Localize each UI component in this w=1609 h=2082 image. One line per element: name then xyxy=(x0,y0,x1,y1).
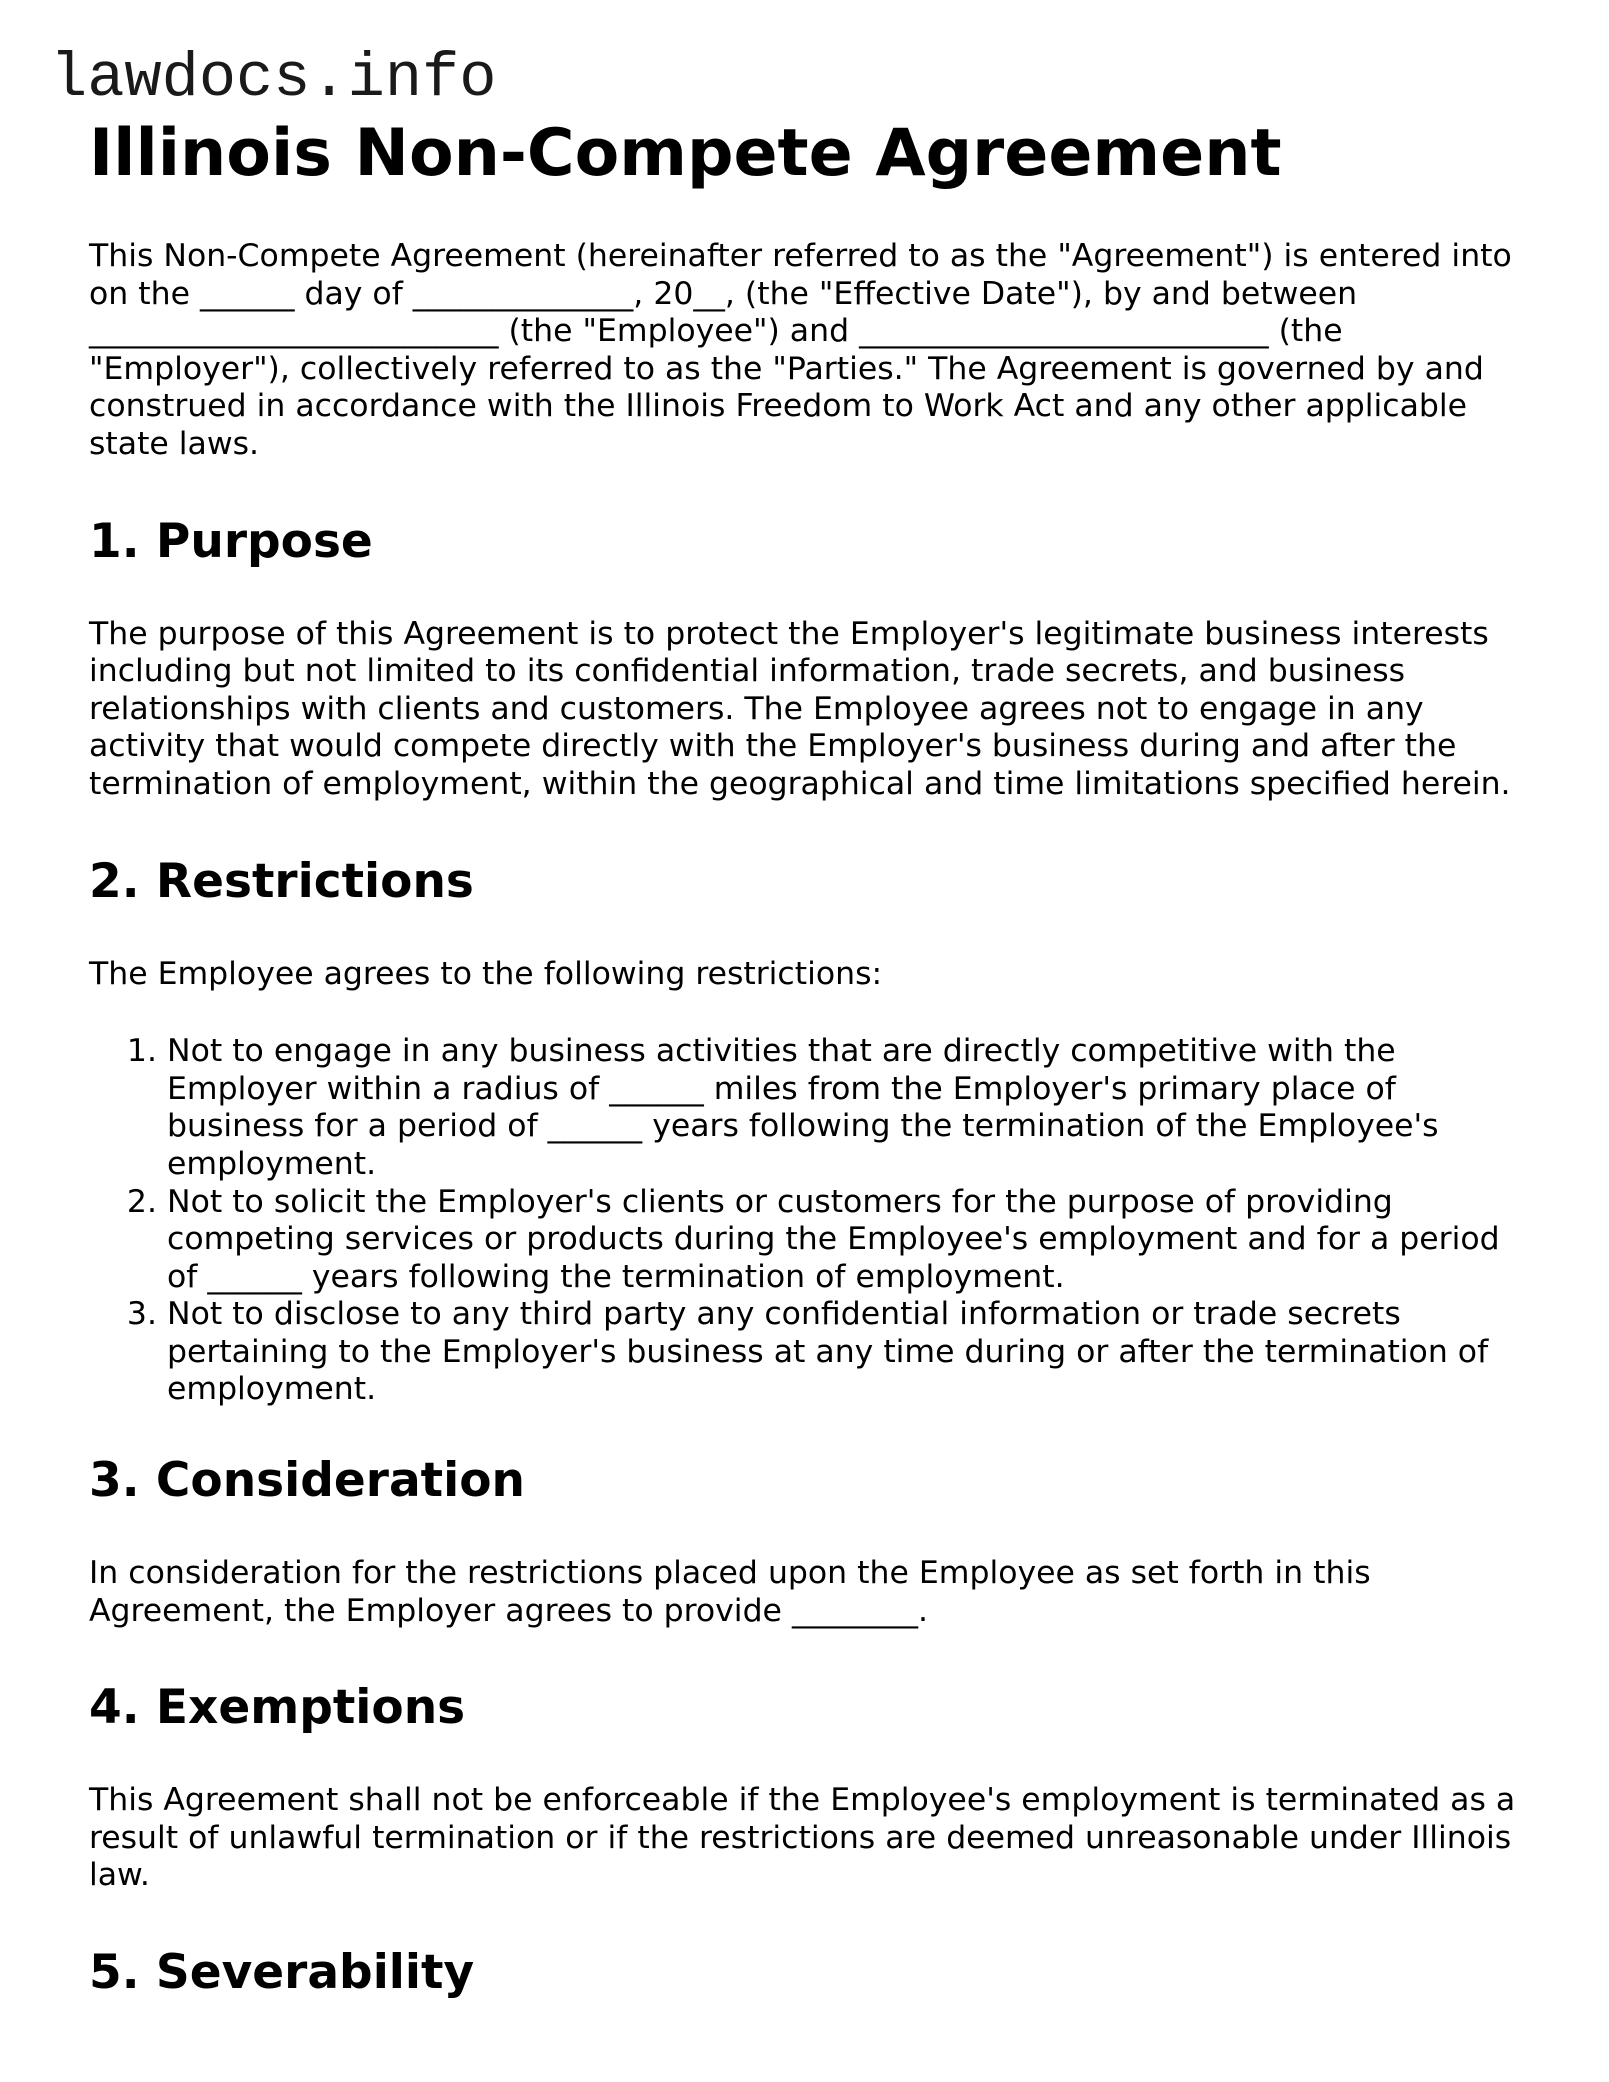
section-body-purpose: The purpose of this Agreement is to protect the Employer's legitimate business interests including but not limited to its confidential information, trade secrets, and business relationships with clients and customers. The Employee agrees not to engage in any activity that would compete directly with the Employer's business during and after the termination of employment, within the geographical and time limitations specified herein. xyxy=(89,615,1511,802)
section-heading-purpose: 1. Purpose xyxy=(89,513,373,569)
list-item: 1. Not to engage in any business activities that are directly competitive with the Employer within a radius of ______ miles from the Employer's primary place of business for a period of ______ years following the termination of the Employee's employment. xyxy=(167,1033,1539,1183)
list-item: 3. Not to disclose to any third party any confidential information or trade secrets pertaining to the Employer's business at any time during or after the termination of employment. xyxy=(167,1296,1539,1409)
section-body-consideration: In consideration for the restrictions placed upon the Employee as set forth in this Agreement, the Employer agrees to provide ________. xyxy=(89,1555,1371,1629)
section-body-restrictions: The Employee agrees to the following restrictions: xyxy=(89,955,883,992)
section-heading-restrictions: 2. Restrictions xyxy=(89,853,474,909)
section-heading-severability: 5. Severability xyxy=(89,1945,475,2001)
section-heading-consideration: 3. Consideration xyxy=(89,1453,525,1509)
site-watermark: lawdocs.info xyxy=(50,43,497,114)
section-body-exemptions: This Agreement shall not be enforceable if the Employee's employment is terminated as a result of unlawful termination or if the restrictions are deemed unreasonable under Illinois law. xyxy=(89,1782,1516,1894)
restrictions-list xyxy=(89,1033,1539,1409)
document-body xyxy=(89,110,1539,2047)
section-heading-exemptions: 4. Exemptions xyxy=(89,1680,466,1736)
document-title: Illinois Non-Compete Agreement xyxy=(89,116,1282,191)
intro-paragraph: This Non-Compete Agreement (hereinafter referred to as the "Agreement") is entered into on the ______ day of ______________, 20__, (the "Effective Date"), by and between __________________________ (the "Employee") and __________________________ (the "Employer"), collectively referred to as the "Parties." The Agreement is governed by and construed in accordance with the Illinois Freedom to Work Act and any other applicable state laws. xyxy=(89,238,1512,462)
list-item: 2. Not to solicit the Employer's clients or customers for the purpose of providing competing services or products during the Employee's employment and for a period of ______ years following the termination of employment. xyxy=(167,1184,1539,1297)
